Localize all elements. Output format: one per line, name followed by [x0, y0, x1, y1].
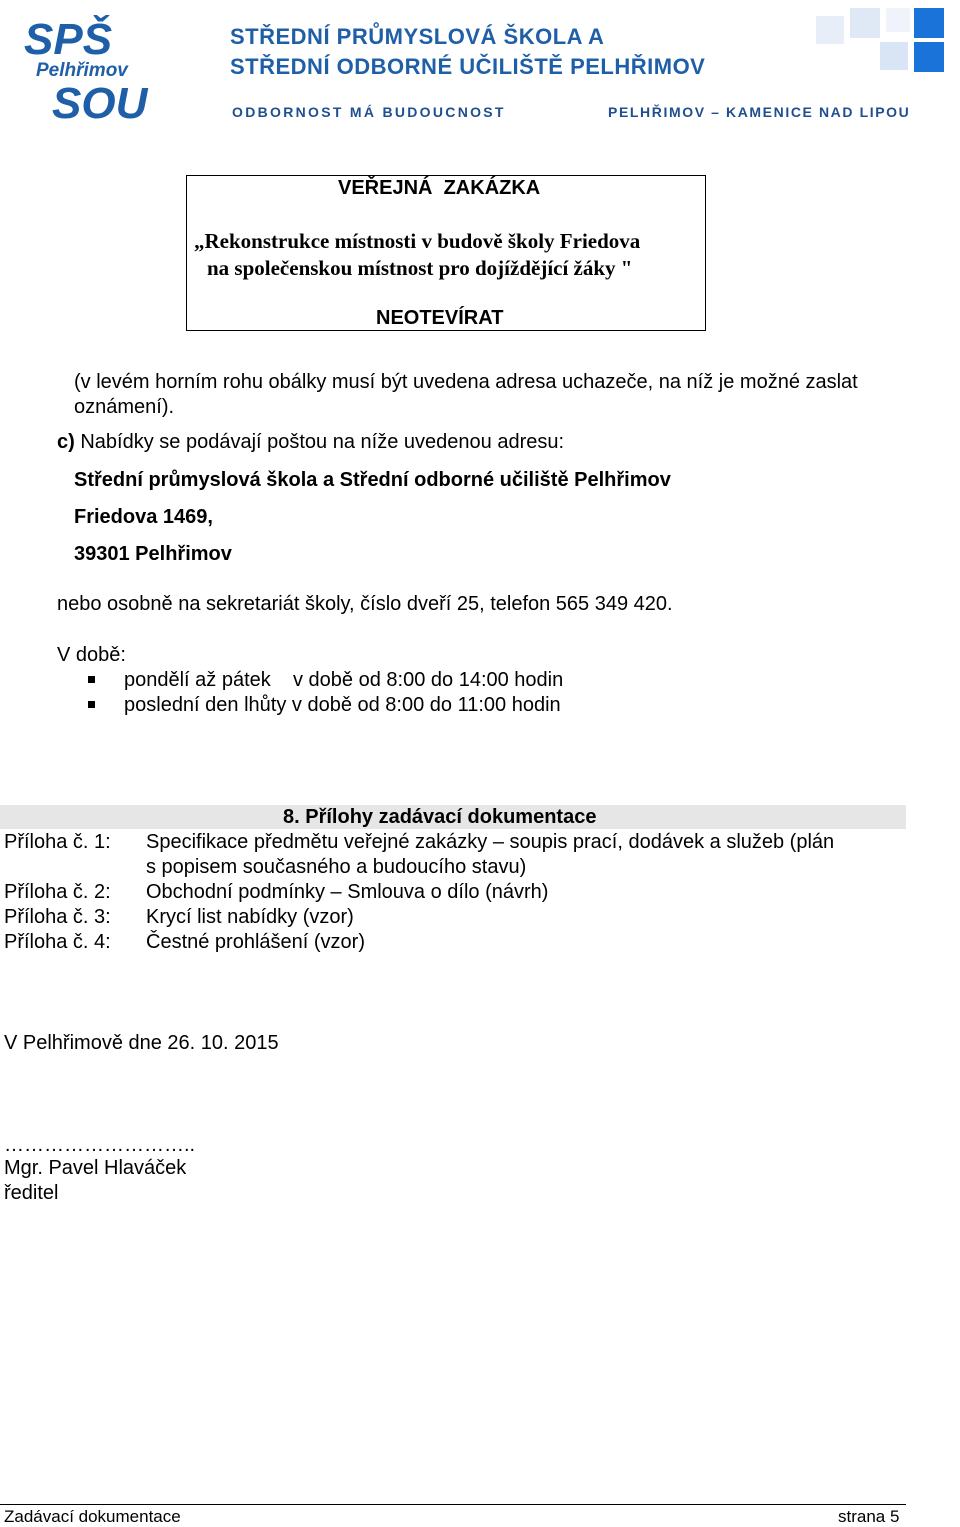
note-line2: oznámení). — [74, 396, 175, 418]
footer-rule — [0, 1504, 906, 1505]
times-item-1: pondělí až pátek v době od 8:00 do 14:00 hodin — [124, 669, 564, 691]
personal-delivery: nebo osobně na sekretariát školy, číslo dveří 25, telefon 565 349 420. — [57, 593, 673, 615]
times-item-2: poslední den lhůty v době od 8:00 do 11:00 hodin — [124, 694, 561, 716]
attachment-label-3: Příloha č. 3: — [4, 906, 111, 928]
attachment-label-1: Příloha č. 1: — [4, 831, 111, 853]
signatory-role: ředitel — [4, 1182, 59, 1204]
footer-left: Zadávací dokumentace — [4, 1507, 181, 1526]
submission-paragraph — [57, 430, 564, 455]
attachment-text-2: Obchodní podmínky – Smlouva o dílo (návrh) — [146, 881, 549, 903]
school-name-line2: STŘEDNÍ ODBORNÉ UČILIŠTĚ PELHŘIMOV — [230, 54, 706, 79]
place-date: V Pelhřimově dne 26. 10. 2015 — [4, 1032, 279, 1054]
address-line2: Friedova 1469, — [74, 506, 213, 528]
footer-page-number: strana 5 — [838, 1507, 900, 1526]
logo-pelhrimov: Pelhřimov — [36, 60, 128, 81]
attachment-text-1b: s popisem současného a budoucího stavu) — [146, 856, 527, 878]
envelope-subject-line2: na společenskou místnost pro dojíždějící žáky " — [207, 256, 633, 280]
attachment-label-4: Příloha č. 4: — [4, 931, 111, 953]
attachment-label-2: Příloha č. 2: — [4, 881, 111, 903]
envelope-warning: NEOTEVÍRAT — [376, 307, 504, 329]
logo-sou: SOU — [52, 79, 148, 122]
school-logo — [22, 10, 182, 122]
school-motto: ODBORNOST MÁ BUDOUCNOST — [232, 104, 506, 120]
attachment-text-1: Specifikace předmětu veřejné zakázky – soupis prací, dodávek a služeb (plán — [146, 831, 835, 853]
bullet-1 — [88, 676, 95, 683]
attachments-heading: 8. Přílohy zadávací dokumentace — [283, 806, 597, 828]
c-text: Nabídky se podávají poštou na níže uvedenou adresu: — [74, 431, 565, 453]
c-label: c) — [57, 431, 75, 453]
school-location: PELHŘIMOV – KAMENICE NAD LIPOU — [608, 104, 911, 120]
signatory-name: Mgr. Pavel Hlaváček — [4, 1157, 187, 1179]
envelope-title: VEŘEJNÁ ZAKÁZKA — [338, 177, 541, 199]
attachment-text-4: Čestné prohlášení (vzor) — [146, 931, 365, 953]
attachment-text-3: Krycí list nabídky (vzor) — [146, 906, 354, 928]
signature-dots: ……………………….. — [4, 1134, 196, 1156]
note-line1: (v levém horním rohu obálky musí být uvedena adresa uchazeče, na níž je možné zaslat — [74, 371, 858, 393]
decorative-squares — [816, 8, 948, 74]
bullet-2 — [88, 701, 95, 708]
times-label: V době: — [57, 644, 126, 666]
school-name-line1: STŘEDNÍ PRŮMYSLOVÁ ŠKOLA A — [230, 24, 605, 49]
envelope-subject-line1: „Rekonstrukce místnosti v budově školy Friedova — [194, 229, 641, 253]
logo-sps: SPŠ — [24, 15, 113, 64]
address-line1: Střední průmyslová škola a Střední odborné učiliště Pelhřimov — [74, 469, 671, 491]
address-line3: 39301 Pelhřimov — [74, 543, 232, 565]
